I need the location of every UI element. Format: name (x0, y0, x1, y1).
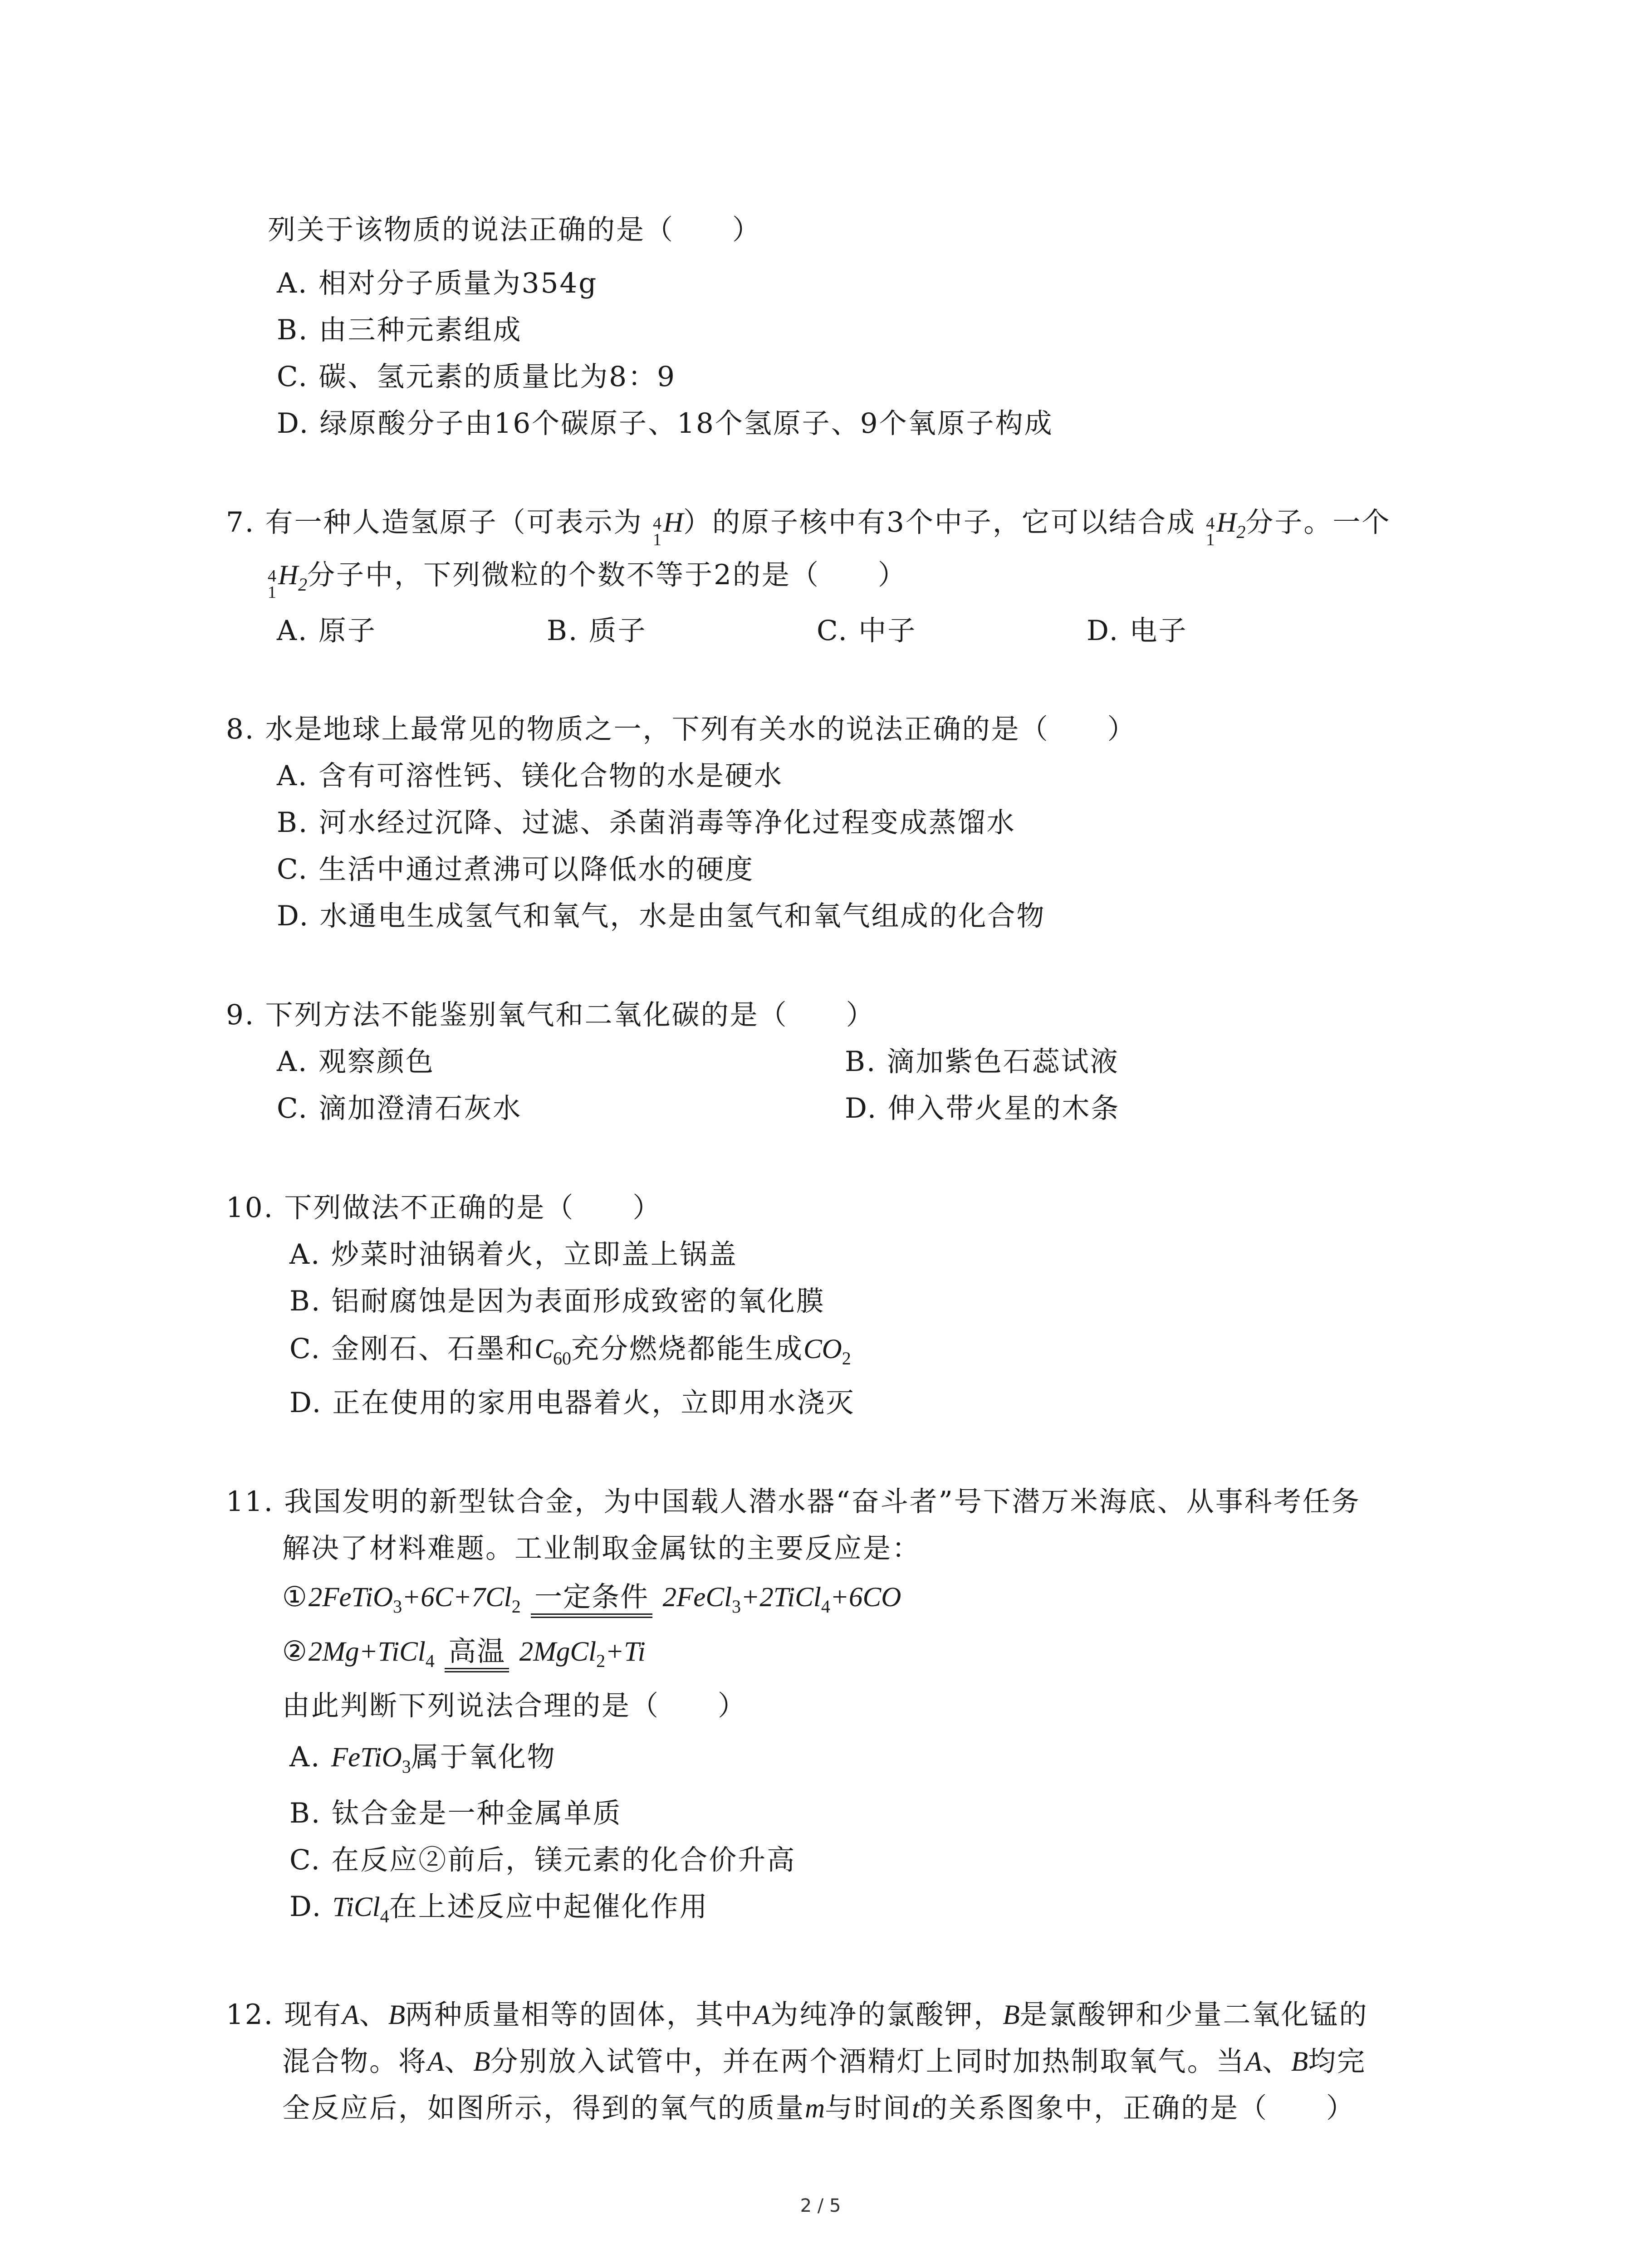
q11-condition-2: 高温 (445, 1637, 509, 1669)
page-number: 2 / 5 (800, 2195, 841, 2216)
q9-option-b[interactable]: B. 滴加紫色石蕊试液 (845, 1046, 1119, 1078)
q10-option-d[interactable]: D. 正在使用的家用电器着火，立即用水浇灭 (289, 1387, 855, 1419)
q6-option-c[interactable]: C. 碳、氢元素的质量比为8：9 (277, 361, 676, 393)
q11-ask: 由此判断下列说法合理的是（ ） (282, 1690, 747, 1722)
q8-option-a[interactable]: A. 含有可溶性钙、镁化合物的水是硬水 (277, 760, 783, 792)
q11-stem-line1: 11. 我国发明的新型钛合金，为中国载人潜水器“奋斗者”号下潜万米海底、从事科考任务 (226, 1486, 1361, 1518)
q11-option-d[interactable]: D. TiCl$_4$在上述反应中起催化作用 (289, 1891, 709, 1926)
q6-option-b[interactable]: B. 由三种元素组成 (277, 314, 522, 346)
q8-option-c[interactable]: C. 生活中通过煮沸可以降低水的硬度 (277, 853, 754, 885)
q9-option-a[interactable]: A. 观察颜色 (277, 1046, 435, 1078)
q11-option-a[interactable]: A. FeTiO$_3$属于氧化物 (289, 1741, 556, 1777)
q10-option-c[interactable]: C. 金刚石、石墨和$C_{60}$充分燃烧都能生成$CO_2$ (289, 1333, 851, 1369)
q12-stem-line3: 全反应后，如图所示，得到的氧气的质量m与时间t的关系图象中，正确的是（ ） (282, 2092, 1356, 2124)
q12-stem-line1: 12. 现有A、B两种质量相等的固体，其中A为纯净的氯酸钾，B是氯酸钾和少量二氧化锰的 (226, 1999, 1368, 2031)
q8-option-b[interactable]: B. 河水经过沉降、过滤、杀菌消毒等净化过程变成蒸馏水 (277, 807, 1016, 839)
q11-option-c[interactable]: C. 在反应②前后，镁元素的化合价升高 (289, 1844, 796, 1876)
q12-stem-line2: 混合物。将A、B分别放入试管中，并在两个酒精灯上同时加热制取氧气。当A、B均完 (282, 2045, 1367, 2077)
q11-condition-1: 一定条件 (531, 1583, 652, 1615)
q8-option-d[interactable]: D. 水通电生成氢气和氧气，水是由氢气和氧气组成的化合物 (277, 900, 1046, 932)
q10-option-b[interactable]: B. 铝耐腐蚀是因为表面形成致密的氧化膜 (289, 1285, 825, 1317)
q7-option-d[interactable]: D. 电子 (1087, 615, 1188, 647)
q7-option-a[interactable]: A. 原子 (277, 615, 377, 647)
q11-option-b[interactable]: B. 钛合金是一种金属单质 (289, 1797, 622, 1829)
q11-stem-line2: 解决了材料难题。工业制取金属钛的主要反应是： (282, 1532, 921, 1564)
q9-option-c[interactable]: C. 滴加澄清石灰水 (277, 1092, 522, 1124)
q8-stem: 8. 水是地球上最常见的物质之一，下列有关水的说法正确的是（ ） (226, 713, 1136, 745)
q6-stem-tail: 列关于该物质的说法正确的是（ ） (268, 214, 762, 246)
q11-reaction-2: ②2Mg+TiCl$_4$ 高温 2MgCl$_2$+Ti (282, 1635, 646, 1671)
q6-option-d[interactable]: D. 绿原酸分子由16个碳原子、18个氢原子、9个氧原子构成 (277, 407, 1053, 440)
q9-option-d[interactable]: D. 伸入带火星的木条 (845, 1092, 1120, 1124)
q6-option-a[interactable]: A. 相对分子质量为354g (277, 267, 598, 299)
q10-option-a[interactable]: A. 炒菜时油锅着火，立即盖上锅盖 (289, 1238, 738, 1271)
q7-option-c[interactable]: C. 中子 (817, 615, 917, 647)
q9-stem: 9. 下列方法不能鉴别氧气和二氧化碳的是（ ） (226, 999, 875, 1031)
q7-stem-line2: 4 1 $H_2$分子中，下列微粒的个数不等于2的是（ ） (268, 559, 907, 602)
q7-option-b[interactable]: B. 质子 (547, 615, 647, 647)
q10-stem: 10. 下列做法不正确的是（ ） (226, 1192, 662, 1224)
q7-stem-line1: 7. 有一种人造氢原子（可表示为 4 1 H）的原子核中有3个中子，它可以结合成 4 1 $H_2$分子。一个 (226, 506, 1391, 550)
q11-reaction-1: $①2FeTiO_3+6C+7Cl_2$ 一定条件 2FeCl$_3$+2TiCl$_4$+6CO (282, 1581, 901, 1617)
